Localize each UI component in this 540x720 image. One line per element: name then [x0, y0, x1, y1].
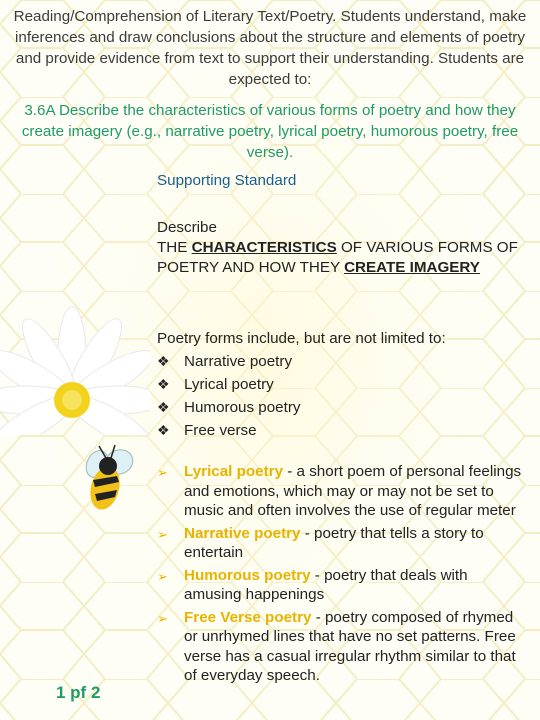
definition-item	[157, 524, 527, 563]
standard-text: 3.6A Describe the characteristics of various forms of poetry and how they create imagery (e.g., narrative poetry, lyrical poetry, humorous poetry, free verse).	[21, 102, 519, 161]
bee-icon	[75, 440, 145, 520]
arrow-bullet-icon: ➢	[157, 610, 168, 626]
form-label: Humorous poetry	[184, 399, 301, 416]
definition-text	[184, 524, 527, 563]
form-label: Free verse	[184, 422, 257, 439]
describe-statement	[157, 238, 527, 278]
definition-body: - poetry that deals with amusing happenings	[184, 566, 468, 603]
poetry-forms-block	[157, 327, 527, 442]
definition-term: Narrative poetry	[184, 524, 301, 542]
definition-term: Humorous poetry	[184, 566, 311, 584]
arrow-bullet-icon: ➢	[157, 526, 168, 542]
list-item	[157, 419, 527, 442]
diamond-bullet-icon: ❖	[157, 399, 170, 415]
definition-text	[184, 608, 527, 686]
definition-item	[157, 608, 527, 686]
form-label: Lyrical poetry	[184, 376, 274, 393]
list-item	[157, 350, 527, 373]
describe-block	[157, 218, 527, 278]
definition-text	[184, 462, 527, 521]
describe-part-3: OF VARIOUS FORMS OF POETRY AND HOW THEY	[157, 239, 518, 276]
list-item	[157, 373, 527, 396]
forms-intro: Poetry forms include, but are not limited to:	[157, 330, 446, 347]
definition-term: Lyrical poetry	[184, 463, 284, 480]
definition-term: Free Verse poetry	[184, 608, 312, 626]
form-label: Narrative poetry	[184, 353, 293, 370]
describe-part-1: THE	[157, 239, 192, 256]
definition-body: - a short poem of personal feelings and emotions, which may or may not be set to music and often involves the use of regular meter	[184, 463, 522, 519]
page-number: 1 pf 2	[56, 683, 101, 702]
diamond-bullet-icon: ❖	[157, 422, 170, 438]
definition-body: - poetry composed of rhymed or unrhymed lines that have no set patterns. Free verse has a casual irregular rhythm similar to that of everyday speech.	[184, 608, 516, 684]
definition-item	[157, 566, 527, 605]
definition-item	[157, 462, 527, 521]
arrow-bullet-icon: ➢	[157, 568, 168, 584]
describe-characteristics: CHARACTERISTICS	[191, 239, 337, 256]
definitions-list	[157, 462, 527, 689]
list-item	[157, 396, 527, 419]
forms-list	[157, 350, 527, 442]
describe-create-imagery: CREATE IMAGERY	[344, 259, 480, 276]
supporting-standard-label: Supporting Standard	[157, 172, 297, 189]
diamond-bullet-icon: ❖	[157, 353, 170, 369]
intro-paragraph: Reading/Comprehension of Literary Text/Poetry. Students understand, make inferences and draw conclusions about the structure and elements of poetry and provide evidence from text to support their understanding. Students are expected to:	[13, 8, 527, 88]
arrow-bullet-icon: ➢	[157, 465, 168, 480]
definition-body: - poetry that tells a story to entertain	[184, 524, 484, 561]
diamond-bullet-icon: ❖	[157, 376, 170, 392]
daisy-icon	[0, 225, 150, 435]
definition-text	[184, 566, 527, 605]
describe-heading: Describe	[157, 219, 217, 236]
